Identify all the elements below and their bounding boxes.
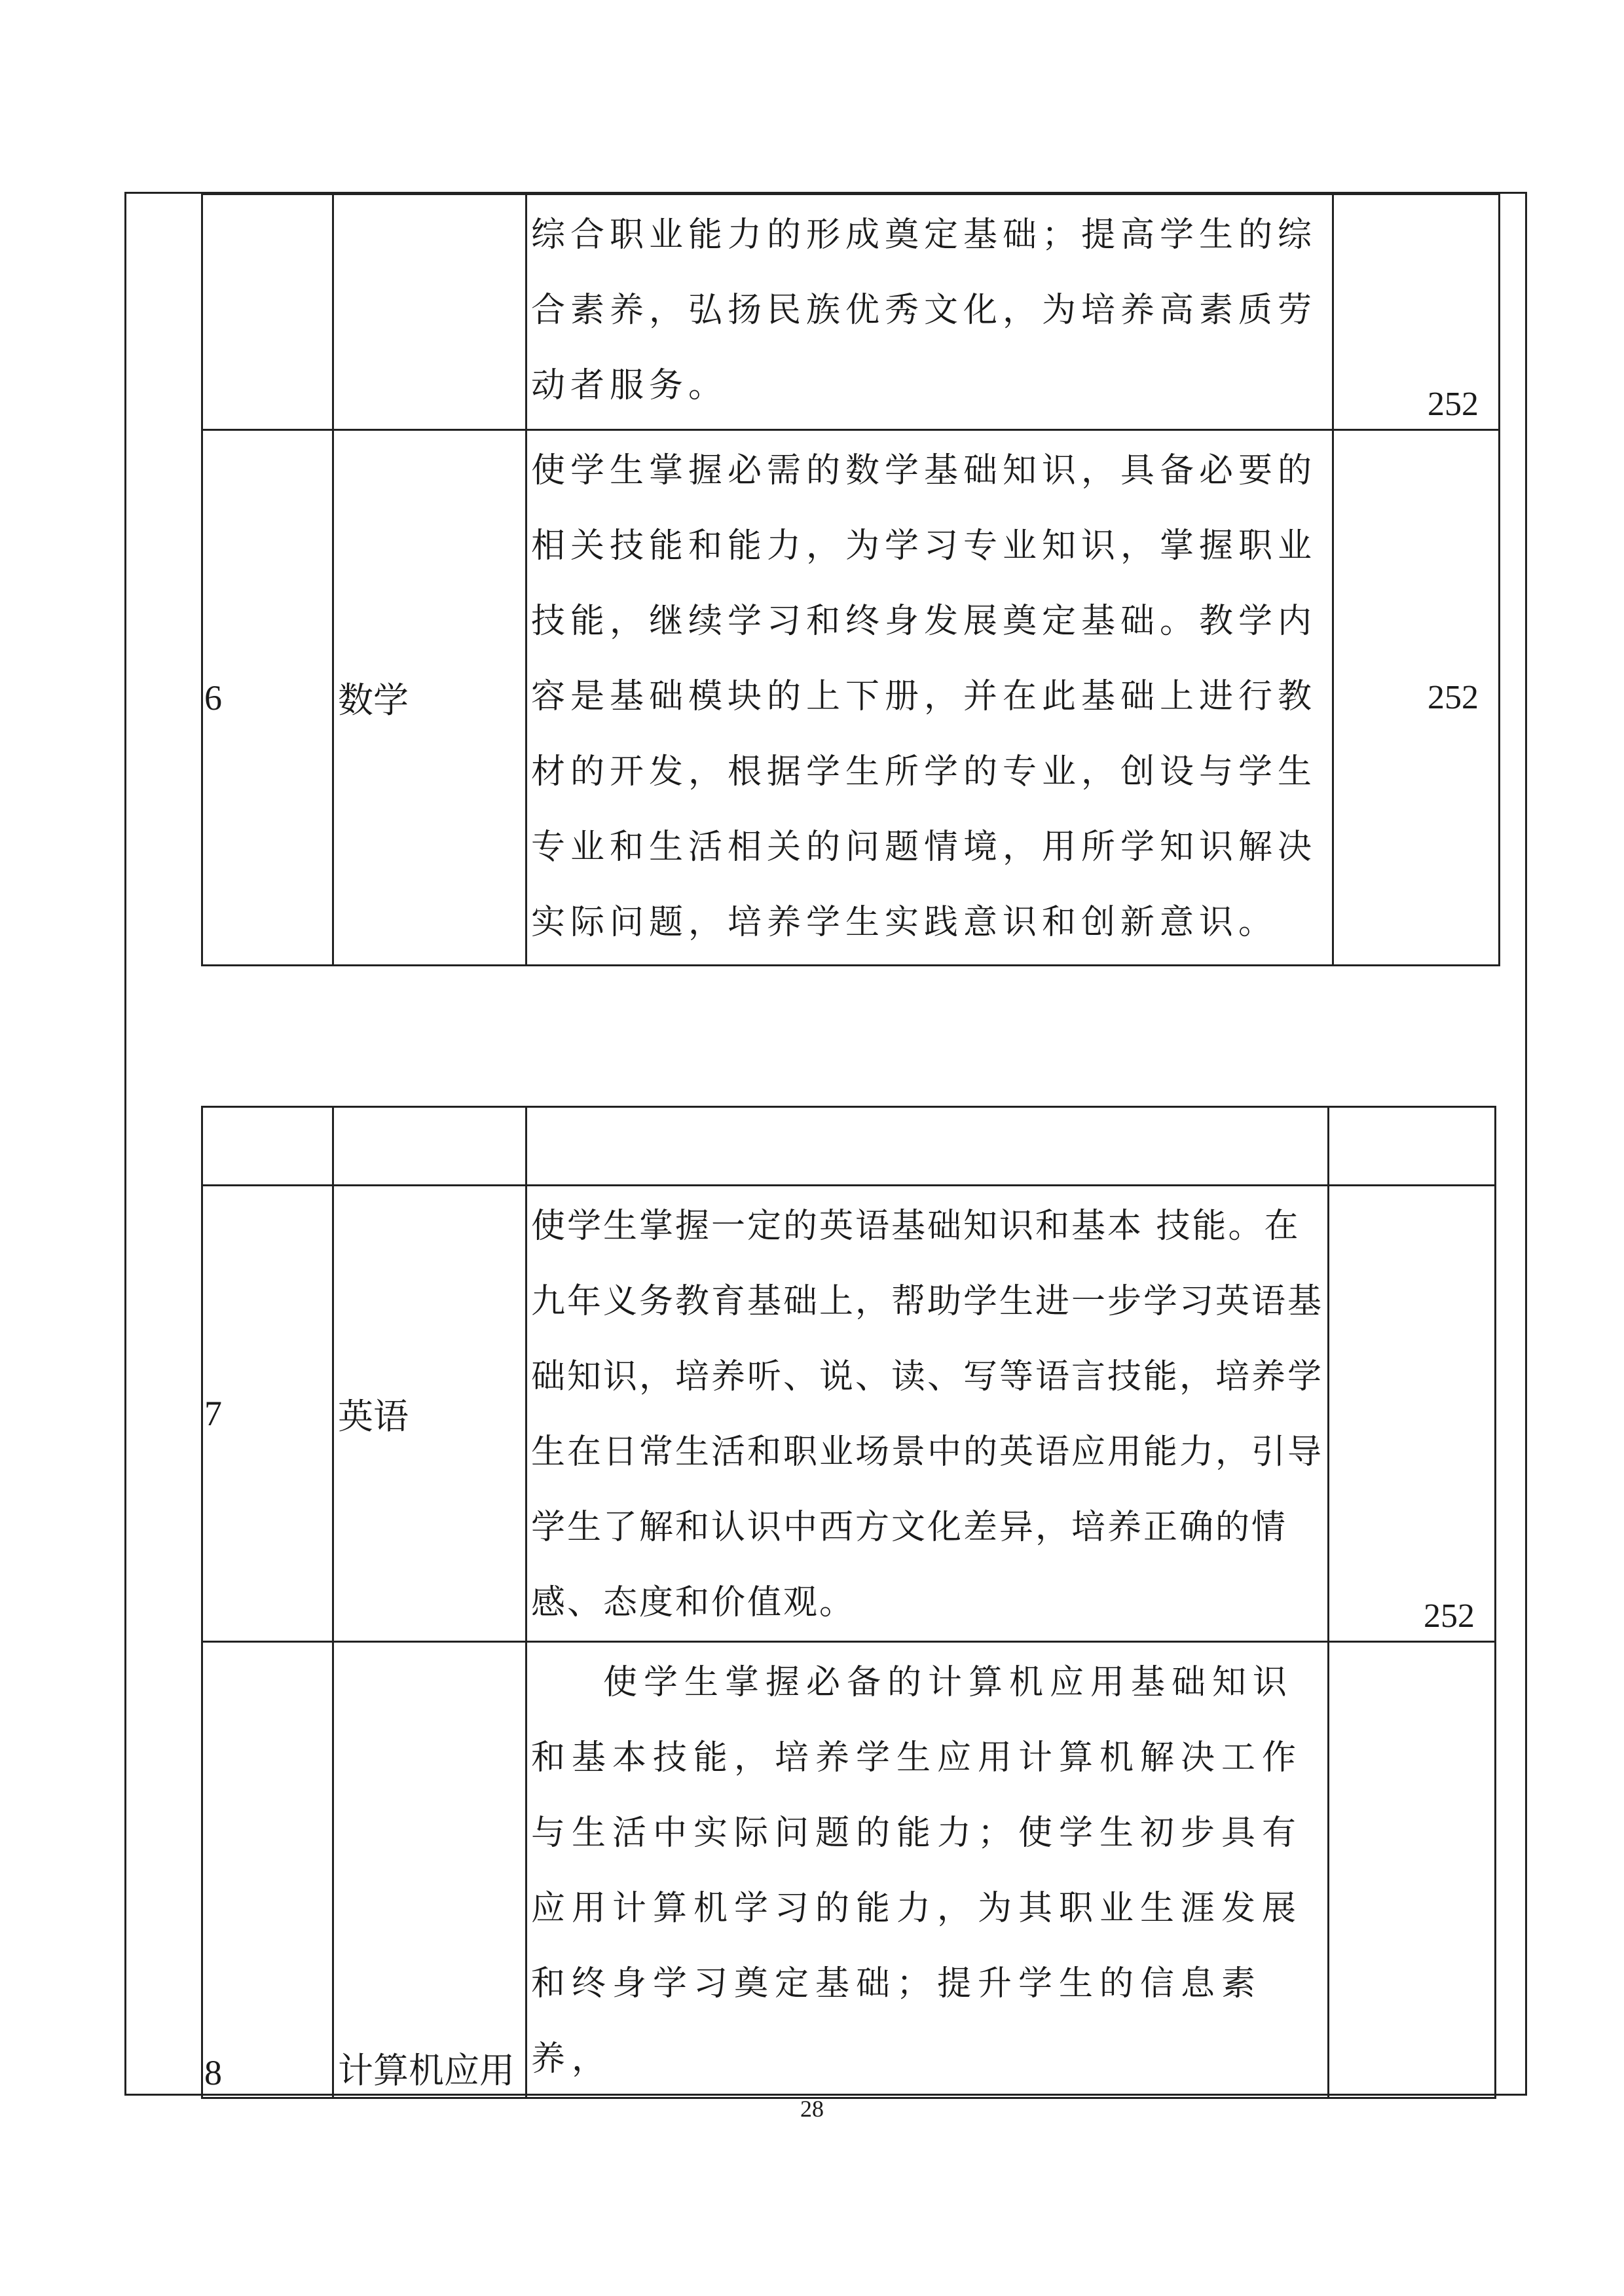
row-number xyxy=(202,194,333,430)
course-description: 使学生掌握必备的计算机应用基础知识和基本技能，培养学生应用计算机解决工作与生活中实际问题的能力；使学生初步具有应用计算机学习的能力，为其职业生涯发展和终身学习奠定基础；提升学生的信息素养， xyxy=(526,1642,1329,2098)
course-description: 使学生掌握必需的数学基础知识，具备必要的相关技能和能力，为学习专业知识，掌握职业技能，继续学习和终身发展奠定基础。教学内容是基础模块的上下册，并在此基础上进行教材的开发，根据学生所学的专业，创设与学生专业和生活相关的问题情境，用所学知识解决实际问题，培养学生实践意识和创新意识。 xyxy=(526,430,1333,966)
course-name: 英语 xyxy=(333,1186,526,1642)
page-number: 28 xyxy=(800,2096,824,2122)
empty-cell xyxy=(1329,1107,1496,1186)
course-hours: 252 xyxy=(1333,430,1500,966)
course-name: 数学 xyxy=(333,430,526,966)
table-row xyxy=(202,430,1500,966)
course-table-part2 xyxy=(201,1106,1496,2099)
course-hours: 252 xyxy=(1333,194,1500,430)
course-description: 使学生掌握一定的英语基础知识和基本 技能。在九年义务教育基础上，帮助学生进一步学习英语基础知识，培养听、说、读、写等语言技能，培养学生在日常生活和职业场景中的英语应用能力，引导学生了解和认识中西方文化差异，培养正确的情感、态度和价值观。 xyxy=(526,1186,1329,1642)
empty-cell xyxy=(333,1107,526,1186)
table-row xyxy=(202,1186,1496,1642)
empty-cell xyxy=(526,1107,1329,1186)
course-name xyxy=(333,194,526,430)
course-hours xyxy=(1329,1642,1496,2098)
row-number: 7 xyxy=(202,1186,333,1642)
row-number: 8 xyxy=(202,1642,333,2098)
empty-cell xyxy=(202,1107,333,1186)
table-row xyxy=(202,1642,1496,2098)
course-description: 综合职业能力的形成奠定基础；提高学生的综合素养，弘扬民族优秀文化，为培养高素质劳动者服务。 xyxy=(526,194,1333,430)
course-table-part1 xyxy=(201,193,1500,966)
table-row xyxy=(202,194,1500,430)
row-number: 6 xyxy=(202,430,333,966)
course-hours: 252 xyxy=(1329,1186,1496,1642)
course-name: 计算机应用 xyxy=(333,1642,526,2098)
table-row-empty xyxy=(202,1107,1496,1186)
